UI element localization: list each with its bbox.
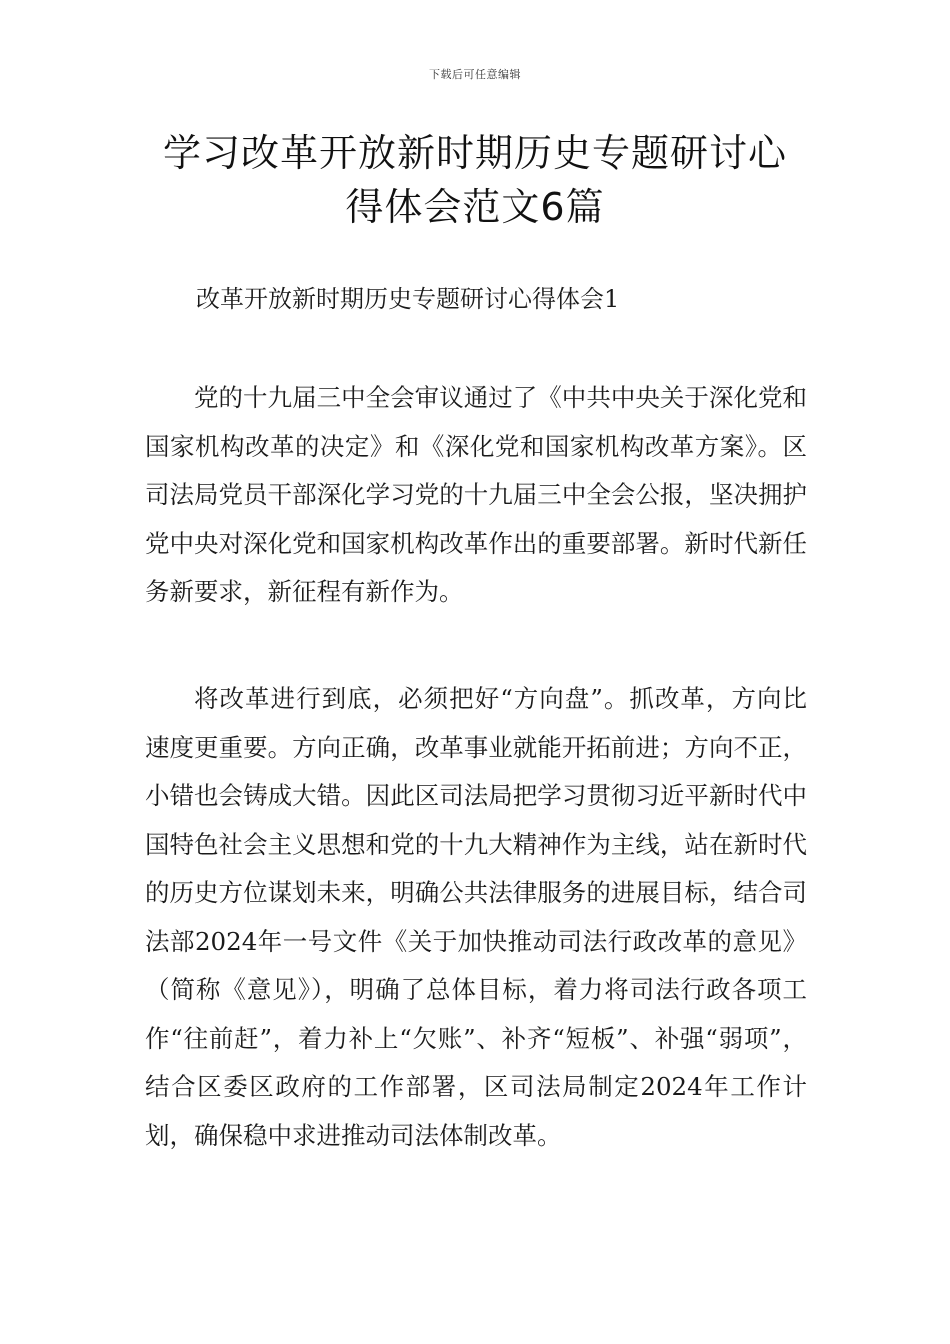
paragraph-2: 将改革进行到底，必须把好“方向盘”。抓改革，方向比速度更重要。方向正确，改革事业就能开拓前进；方向不正，小错也会铸成大错。因此区司法局把学习贯彻习近平新时代中国特色社会主义思想和党的十九大精神作为主线，站在新时代的历史方位谋划未来，明确公共法律服务的进展目标，结合司法部2024年一号文件《关于加快推动司法行政改革的意见》（简称《意见》），明确了总体目标，着力将司法行政各项工作“往前赶”，着力补上“欠账”、补齐“短板”、补强“弱项”，结合区委区政府的工作部署，区司法局制定2024年工作计划，确保稳中求进推动司法体制改革。 [145,684,807,1150]
header-note: 下载后可任意编辑 [429,68,521,81]
section-heading: 改革开放新时期历史专题研讨心得体会1 [196,285,620,313]
paragraph-1: 党的十九届三中全会审议通过了《中共中央关于深化党和国家机构改革的决定》和《深化党和国家机构改革方案》。区司法局党员干部深化学习党的十九届三中全会公报，坚决拥护党中央对深化党和国家机构改革作出的重要部署。新时代新任务新要求，新征程有新作为。 [145,383,807,606]
document-title: 学习改革开放新时期历史专题研讨心得体会范文6篇 [162,131,787,229]
